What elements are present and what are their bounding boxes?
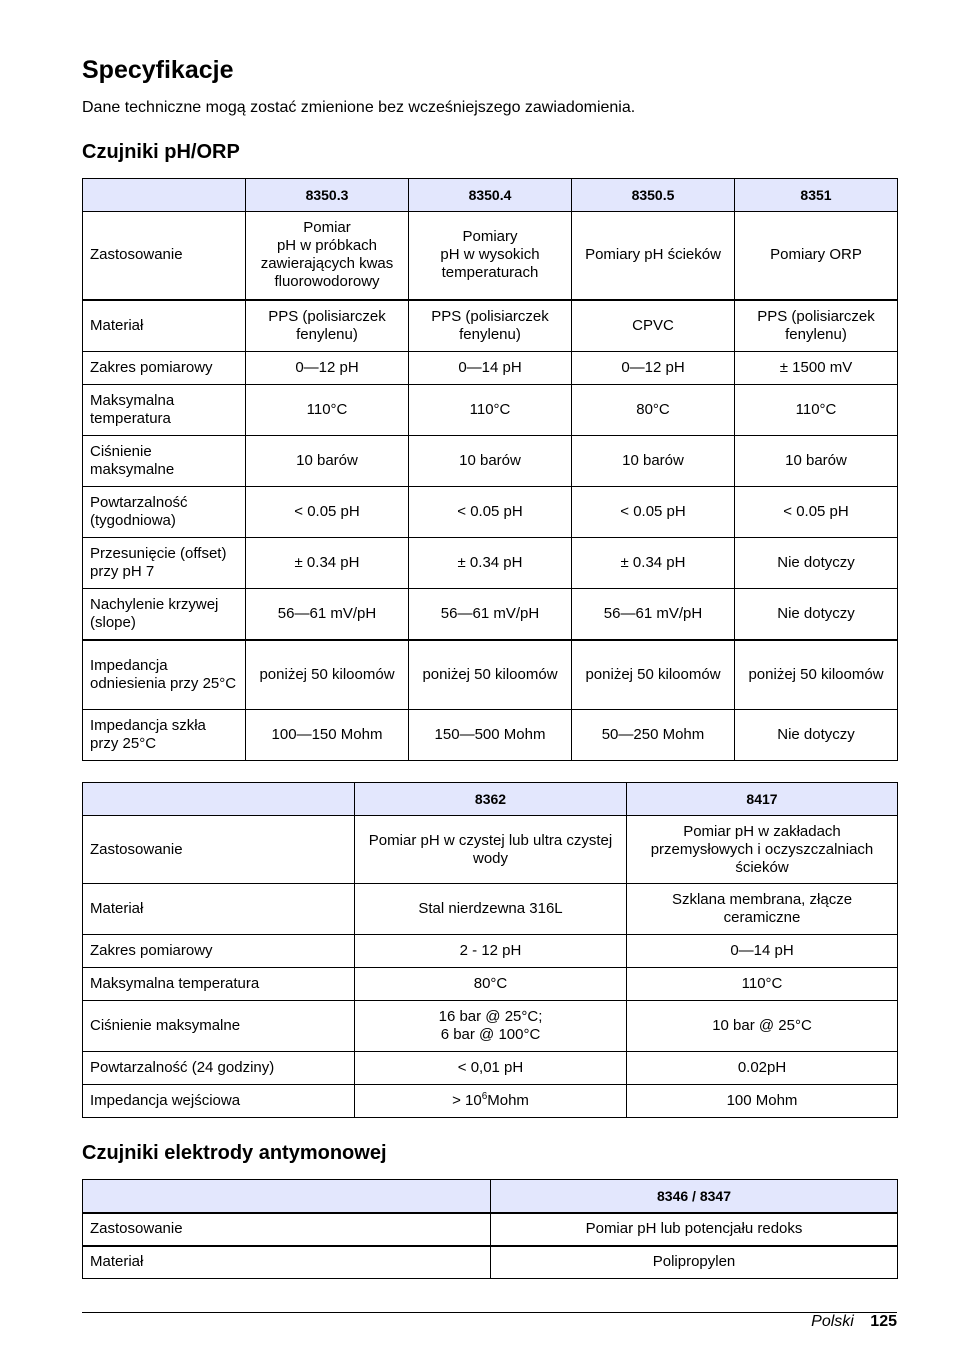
cell-value: < 0.05 pH: [572, 487, 735, 538]
cell-value: > $10^6Mohm$: [355, 1085, 627, 1118]
cell-value: 10 barów: [246, 436, 409, 487]
cell-value: 100 Mohm: [627, 1085, 898, 1118]
antimony-spec-table: [82, 1179, 898, 1279]
cell-value: 10 barów: [572, 436, 735, 487]
cell-value: Nie dotyczy: [735, 589, 898, 640]
cell-value: 0—14 pH: [409, 352, 572, 385]
cell-value: Szklana membrana, złącze ceramiczne: [627, 884, 898, 935]
cell-value: 150—500 Mohm: [409, 710, 572, 761]
table-header-row: [83, 783, 898, 816]
cell-value: poniżej 50 kiloomów: [572, 640, 735, 710]
cell-value: PPS (polisiarczek fenylenu): [409, 300, 572, 352]
table-row: [83, 1085, 898, 1118]
row-label: Ciśnienie maksymalne: [83, 1001, 355, 1052]
page-number: 125: [870, 1313, 897, 1330]
row-label: Materiał: [83, 884, 355, 935]
cell-value: 10 bar @ 25°C: [627, 1001, 898, 1052]
row-label: Nachylenie krzywej (slope): [83, 589, 246, 640]
table-row: [83, 212, 898, 300]
cell-value: CPVC: [572, 300, 735, 352]
cell-value: 2 - 12 pH: [355, 935, 627, 968]
row-label: Zastosowanie: [83, 1213, 491, 1246]
cell-value: Pomiary pH w wysokich temperaturach: [409, 212, 572, 300]
cell-value: 0—12 pH: [572, 352, 735, 385]
column-header: 8350.3: [246, 179, 409, 212]
table-row: [83, 589, 898, 640]
cell-value: < 0.05 pH: [409, 487, 572, 538]
section-heading-ph-orp: Czujniki pH/ORP: [82, 141, 240, 163]
cell-value: 0—12 pH: [246, 352, 409, 385]
row-label: Impedancja odniesienia przy 25°C: [83, 640, 246, 710]
table-row: [83, 710, 898, 761]
cell-value: 0—14 pH: [627, 935, 898, 968]
cell-value: 0.02pH: [627, 1052, 898, 1085]
cell-value: 110°C: [409, 385, 572, 436]
cell-value: PPS (polisiarczek fenylenu): [246, 300, 409, 352]
column-header: 8350.4: [409, 179, 572, 212]
row-label: Maksymalna temperatura: [83, 385, 246, 436]
cell-value: Nie dotyczy: [735, 538, 898, 589]
cell-value: Stal nierdzewna 316L: [355, 884, 627, 935]
row-label: Powtarzalność (24 godziny): [83, 1052, 355, 1085]
table-row: [83, 487, 898, 538]
section-heading-antimony: Czujniki elektrody antymonowej: [82, 1142, 387, 1164]
row-label: Impedancja szkła przy 25°C: [83, 710, 246, 761]
ph-orp-spec-table: [82, 178, 898, 761]
cell-value: < 0.05 pH: [246, 487, 409, 538]
cell-value: PPS (polisiarczek fenylenu): [735, 300, 898, 352]
cell-value: ± 0.34 pH: [409, 538, 572, 589]
cell-value: poniżej 50 kiloomów: [735, 640, 898, 710]
table-row: [83, 1001, 898, 1052]
cell-value: 10 barów: [409, 436, 572, 487]
intro-text: Dane techniczne mogą zostać zmienione bez wcześniejszego zawiadomienia.: [82, 99, 636, 116]
footer-language: Polski: [811, 1313, 854, 1330]
column-header: 8346 / 8347: [491, 1180, 898, 1213]
row-label: Impedancja wejściowa: [83, 1085, 355, 1118]
cell-value: < 0,01 pH: [355, 1052, 627, 1085]
row-label: Maksymalna temperatura: [83, 968, 355, 1001]
row-label: Materiał: [83, 300, 246, 352]
row-label: Zakres pomiarowy: [83, 935, 355, 968]
cell-value: ± 0.34 pH: [572, 538, 735, 589]
table-header-row: [83, 1180, 898, 1213]
column-header: 8362: [355, 783, 627, 816]
cell-value: Pomiar pH w czystej lub ultra czystej wody: [355, 816, 627, 884]
cell-value: Pomiar pH w próbkach zawierających kwas fluorowodorowy: [246, 212, 409, 300]
cell-value: ± 0.34 pH: [246, 538, 409, 589]
row-label: Materiał: [83, 1246, 491, 1279]
column-header: 8350.5: [572, 179, 735, 212]
row-label: Ciśnienie maksymalne: [83, 436, 246, 487]
cell-value: Pomiar pH w zakładach przemysłowych i oczyszczalniach ścieków: [627, 816, 898, 884]
table-row: [83, 300, 898, 352]
cell-value: 110°C: [246, 385, 409, 436]
header-blank-cell: [83, 1180, 491, 1213]
table-row: [83, 352, 898, 385]
table-row: [83, 816, 898, 884]
cell-value: 50—250 Mohm: [572, 710, 735, 761]
table-row: [83, 1246, 898, 1279]
ph-sensor-8362-8417-table: [82, 782, 898, 1118]
footer-divider: [82, 1312, 897, 1313]
cell-value: Pomiar pH lub potencjału redoks: [491, 1213, 898, 1246]
cell-value: Polipropylen: [491, 1246, 898, 1279]
cell-value: poniżej 50 kiloomów: [409, 640, 572, 710]
table-row: [83, 1052, 898, 1085]
cell-value: Pomiary ORP: [735, 212, 898, 300]
cell-value: 56—61 mV/pH: [246, 589, 409, 640]
cell-value: 110°C: [627, 968, 898, 1001]
row-label: Zastosowanie: [83, 212, 246, 300]
column-header: 8351: [735, 179, 898, 212]
header-blank-cell: [83, 179, 246, 212]
cell-value: poniżej 50 kiloomów: [246, 640, 409, 710]
cell-value: < 0.05 pH: [735, 487, 898, 538]
cell-value: Nie dotyczy: [735, 710, 898, 761]
cell-value: 100—150 Mohm: [246, 710, 409, 761]
table-row: [83, 968, 898, 1001]
cell-value: Pomiary pH ścieków: [572, 212, 735, 300]
table-row: [83, 538, 898, 589]
row-label: Zastosowanie: [83, 816, 355, 884]
column-header: 8417: [627, 783, 898, 816]
row-label: Przesunięcie (offset) przy pH 7: [83, 538, 246, 589]
cell-value: 10 barów: [735, 436, 898, 487]
cell-value: 80°C: [355, 968, 627, 1001]
table-row: [83, 385, 898, 436]
cell-value: ± 1500 mV: [735, 352, 898, 385]
page-footer: [811, 1313, 897, 1331]
table-row: [83, 436, 898, 487]
exponent: 6: [481, 1091, 488, 1102]
unit-label: Mohm: [487, 1092, 529, 1109]
table-row: [83, 935, 898, 968]
cell-value: 80°C: [572, 385, 735, 436]
row-label: Powtarzalność (tygodniowa): [83, 487, 246, 538]
cell-value: 16 bar @ 25°C; 6 bar @ 100°C: [355, 1001, 627, 1052]
cell-value: 56—61 mV/pH: [572, 589, 735, 640]
table-header-row: [83, 179, 898, 212]
header-blank-cell: [83, 783, 355, 816]
row-label: Zakres pomiarowy: [83, 352, 246, 385]
table-row: [83, 884, 898, 935]
page-title: Specyfikacje: [82, 56, 234, 84]
table-row: [83, 640, 898, 710]
cell-value: 110°C: [735, 385, 898, 436]
cell-value: 56—61 mV/pH: [409, 589, 572, 640]
table-row: [83, 1213, 898, 1246]
